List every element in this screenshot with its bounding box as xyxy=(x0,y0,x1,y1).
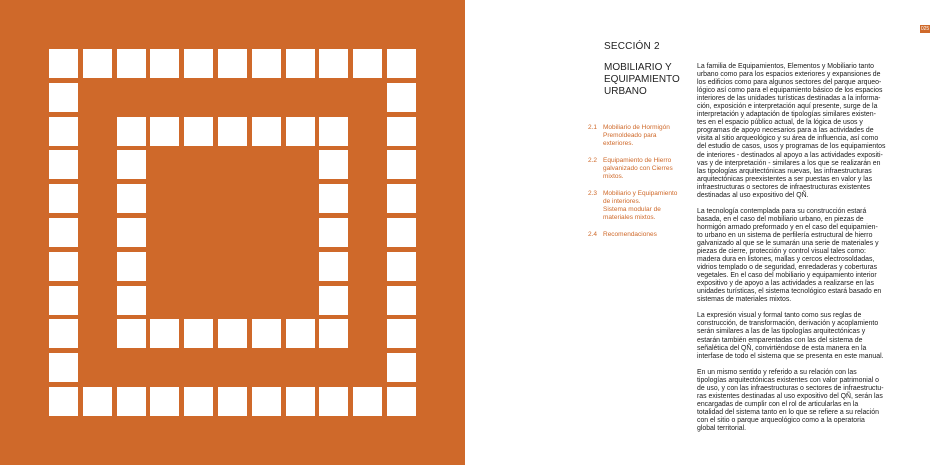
pattern-square xyxy=(117,150,146,179)
pattern-square xyxy=(117,286,146,315)
text-page xyxy=(465,0,930,465)
pattern-square xyxy=(117,218,146,247)
pattern-square xyxy=(49,49,78,78)
pattern-square xyxy=(252,117,281,146)
pattern-square xyxy=(319,184,348,213)
pattern-square xyxy=(49,83,78,112)
page-number-tab: 025 xyxy=(920,26,930,32)
pattern-square xyxy=(252,319,281,348)
pattern-square xyxy=(117,319,146,348)
pattern-square xyxy=(387,387,416,416)
body-paragraph: La familia de Equipamientos, Elementos y Mobiliario tanto urbano como para los espacios exteriores y expansiones de los edificios como para algunos sectores del parque arqueo- lógico así como para el equipamiento básico de los espacios interiores de las unidades turísticas destinadas a la informa- ción, exposición e interpretación aquí presente, surge de la interpretación y adaptación de tipologías similares existen- tes en el espacio público actual, de la lógica de usos y programas de apoyo necesarios para a las actividades de visita al sitio arqueológico y su área de influencia, así como del estudio de casos, usos y programas de los equipamientos de interiores - destinados al apoyo a las actividades expositi- vas y de interpretación - similares a los que se realizarán en las tipologías arquitectónicas nuevas, las infraestructuras arquitectónicas preexistentes a ser puestas en valor y las infraestructuras o sectores de infraestructuras existentes destinadas al uso expositivo del QÑ. xyxy=(697,63,886,199)
pattern-square xyxy=(319,49,348,78)
pattern-square xyxy=(150,49,179,78)
pattern-square xyxy=(319,150,348,179)
body-text xyxy=(697,63,902,441)
pattern-square xyxy=(49,319,78,348)
toc-number: 2.1 xyxy=(588,124,598,131)
pattern-square xyxy=(184,319,213,348)
pattern-square xyxy=(387,49,416,78)
pattern-square xyxy=(117,387,146,416)
pattern-square xyxy=(387,117,416,146)
toc-number: 2.3 xyxy=(588,190,598,197)
pattern-square xyxy=(387,83,416,112)
pattern-square xyxy=(117,117,146,146)
pattern-square xyxy=(387,353,416,382)
pattern-square xyxy=(286,387,315,416)
body-paragraph: La expresión visual y formal tanto como sus reglas de construcción, de transformación, derivación y acoplamiento serán similares a las de las tipologías arquitectónicas y estarán también emparentadas con las del sistema de señalética del QÑ, convirtiéndose de esta manera en la interfase de todo el sistema que se presenta en este manual. xyxy=(697,312,884,360)
pattern-square xyxy=(387,319,416,348)
pattern-square xyxy=(353,387,382,416)
table-of-contents xyxy=(588,124,683,248)
body-paragraph: La tecnología contemplada para su construcción estará basada, en el caso del mobiliario urbano, en piezas de hormigón armado preformado y en el caso del equipamien- to urbano en un sistema de perfilería estructural de hierro galvanizado al que se le sumarán una serie de materiales y piezas de cierre, protección y control visual tales como: madera dura en listones, mallas y cercos electrosoldadas, vidrios templado o de seguridad, enredaderas y coberturas vegetales. En el caso del mobiliario y equipamiento interior expositivo y de apoyo a las actividades a realizarse en las unidades turísticas, el sistema tecnológico estará basado en sistemas de materiales mixtos. xyxy=(697,207,882,304)
pattern-square xyxy=(117,252,146,281)
toc-number: 2.4 xyxy=(588,231,598,238)
pattern-square xyxy=(319,252,348,281)
section-title: MOBILIARIO Y EQUIPAMIENTO URBANO xyxy=(604,62,680,97)
pattern-square xyxy=(218,117,247,146)
pattern-square xyxy=(49,252,78,281)
pattern-square xyxy=(184,387,213,416)
toc-label: Equipamiento de Hierro galvanizado con Cierres mixtos. xyxy=(603,157,673,180)
pattern-square xyxy=(49,184,78,213)
toc-item[interactable] xyxy=(588,124,683,148)
section-label: SECCIÓN 2 xyxy=(604,41,660,52)
pattern-square xyxy=(319,286,348,315)
pattern-square xyxy=(49,353,78,382)
toc-number: 2.2 xyxy=(588,157,598,164)
pattern-square xyxy=(49,286,78,315)
pattern-square xyxy=(117,49,146,78)
pattern-square xyxy=(286,49,315,78)
pattern-square xyxy=(387,286,416,315)
pattern-square xyxy=(117,184,146,213)
toc-item[interactable] xyxy=(588,190,683,222)
pattern-square xyxy=(184,49,213,78)
toc-item[interactable] xyxy=(588,231,683,239)
pattern-square xyxy=(184,117,213,146)
pattern-square xyxy=(218,319,247,348)
pattern-square xyxy=(387,184,416,213)
toc-label: Mobiliario y Equipamiento de interiores. Sistema modular de materiales mixtos. xyxy=(603,190,678,221)
pattern-square xyxy=(319,319,348,348)
pattern-square xyxy=(83,387,112,416)
pattern-square xyxy=(218,49,247,78)
toc-label: Recomendaciones xyxy=(603,231,657,238)
pattern-square xyxy=(319,387,348,416)
toc-item[interactable] xyxy=(588,157,683,181)
pattern-square xyxy=(353,49,382,78)
pattern-square xyxy=(49,150,78,179)
pattern-square xyxy=(49,117,78,146)
toc-label: Mobiliario de Hormigón Premoldeado para exteriores. xyxy=(603,124,670,147)
pattern-square xyxy=(150,387,179,416)
pattern-square xyxy=(252,49,281,78)
pattern-square xyxy=(252,387,281,416)
body-paragraph: En un mismo sentido y referido a su relación con las tipologías arquitectónicas existentes con valor patrimonial o de uso, y con las infraestructuras o sectores de infraestructu- ras existentes destinadas al uso expositivo del QÑ, serán las encargadas de cumplir con el rol de articularlas en la totalidad del sistema tanto en lo que se refiere a su relación con el sitio o parque arqueológico como a la operatoria global territorial. xyxy=(697,368,884,432)
pattern-square xyxy=(49,387,78,416)
pattern-square xyxy=(286,319,315,348)
pattern-square xyxy=(83,49,112,78)
pattern-square xyxy=(286,117,315,146)
pattern-square xyxy=(319,117,348,146)
pattern-square xyxy=(150,319,179,348)
pattern-square xyxy=(49,218,78,247)
pattern-square xyxy=(150,117,179,146)
pattern-square xyxy=(387,218,416,247)
pattern-square xyxy=(387,252,416,281)
pattern-square xyxy=(319,218,348,247)
pattern-square xyxy=(387,150,416,179)
pattern-square xyxy=(218,387,247,416)
